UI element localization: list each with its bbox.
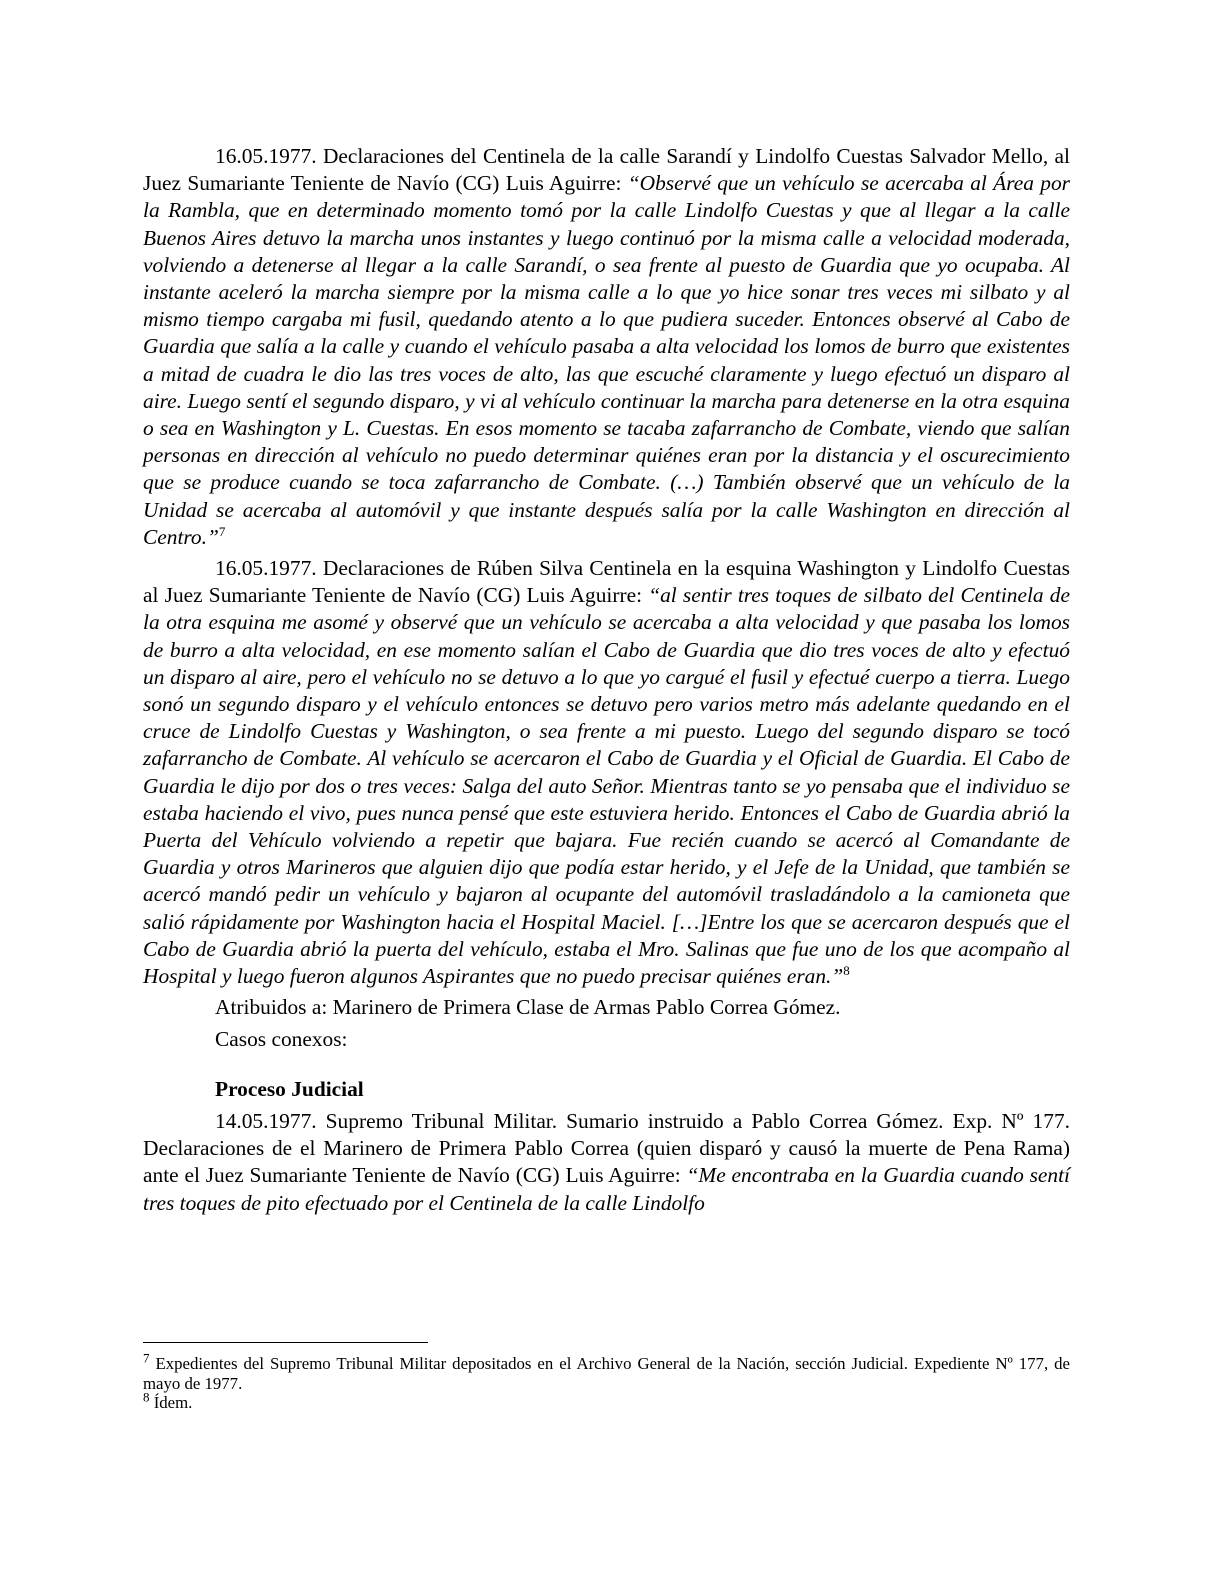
attributed-to: Atribuidos a: Marinero de Primera Clase de Armas Pablo Correa Gómez.: [215, 995, 841, 1020]
footnote-number: 8: [143, 1389, 150, 1405]
footnote-number: 7: [143, 1350, 150, 1366]
footnote-8: [143, 1389, 1070, 1413]
document-body: [143, 143, 1070, 1217]
footnote-ref-8: 8: [843, 962, 850, 978]
paragraph-lead: 14.05.1977. Supremo Tribunal Militar. Sumario instruido a Pablo Correa Gómez. Exp. Nº 177. Declaraciones de el Marinero de Primera Pablo Correa (quien disparó y causó la muerte de Pena Rama) ante el Juez Sumariante Teniente de Navío (CG) Luis Aguirre:: [143, 1108, 1070, 1188]
testimony-quote: “al sentir tres toques de silbato del Centinela de la otra esquina me asomé y observé que un vehículo se acercaba a alta velocidad y que pasaba los lomos de burro a alta velocidad, en ese momento salían el Cabo de Guardia que dio tres voces de alto y efectuó un disparo al aire, pero el vehículo no se detuvo a lo que yo cargué el fusil y efectué cuerpo a tierra. Luego sonó un segundo disparo y el vehículo entonces se detuvo pero varios metro más adelante quedando en el cruce de Lindolfo Cuestas y Washington, o sea frente a mi puesto. Luego del segundo disparo se tocó zafarrancho de Combate. Al vehículo se acercaron el Cabo de Guardia y el Oficial de Guardia. El Cabo de Guardia le dijo por dos o tres veces: Salga del auto Señor. Mientras tanto se yo pensaba que el individuo se estaba haciendo el vivo, pues nunca pensé que este estuviera herido. Entonces el Cabo de Guardia abrió la Puerta del Vehículo volviendo a repetir que bajara. Fue recién cuando se acercó al Comandante de Guardia y otros Marineros que alguien dijo que podía estar herido, y el Jefe de la Unidad, que también se acercó mandó pedir un vehículo y bajaron al ocupante del automóvil trasladándolo a la camioneta que salió rápidamente por Washington hacia el Hospital Maciel. […]Entre los que se acercaron después que el Cabo de Guardia abrió la puerta del vehículo, estaba el Mro. Salinas que fue uno de los que acompaño al Hospital y luego fueron algunos Aspirantes que no puedo precisar quiénes eran.”: [143, 583, 1070, 989]
testimony-quote: “Observé que un vehículo se acercaba al Área por la Rambla, que en determinado momento tomó por la calle Lindolfo Cuestas y que al llegar a la calle Buenos Aires detuvo la marcha unos instantes y luego continuó por la misma calle a velocidad moderada, volviendo a detenerse al llegar a la calle Sarandí, o sea frente al puesto de Guardia que yo ocupaba. Al instante aceleró la marcha siempre por la misma calle a lo que yo hice sonar tres veces mi silbato y al mismo tiempo cargaba mi fusil, quedando atento a lo que pudiera suceder. Entonces observé al Cabo de Guardia que salía a la calle y cuando el vehículo pasaba a alta velocidad los lomos de burro que existentes a mitad de cuadra le dio las tres voces de alto, las que escuché claramente y luego efectuó un disparo al aire. Luego sentí el segundo disparo, y vi al vehículo continuar la marcha para detenerse en la otra esquina o sea en Washington y L. Cuestas. En esos momento se tacaba zafarrancho de Combate, viendo que salían personas en dirección al vehículo no puedo determinar quiénes eran por la distancia y el oscurecimiento que se produce cuando se toca zafarrancho de Combate. (…) También observé que un vehículo de la Unidad se acercaba al automóvil y que instante después salía por la calle Washington en dirección al Centro.”: [143, 171, 1070, 549]
footnote-ref-7: 7: [218, 523, 226, 539]
paragraph-pablo-correa: [143, 1108, 1070, 1217]
footnote-separator: [143, 1342, 428, 1343]
paragraph-salvador-mello: [143, 143, 1070, 551]
paragraph-ruben-silva: [143, 555, 1070, 990]
footnote-7: [143, 1350, 1070, 1393]
footnotes: [143, 1350, 1070, 1413]
testimony-quote: “Me encontraba en la Guardia cuando sentí tres toques de pito efectuado por el Centinela de la calle Lindolfo: [143, 1163, 1071, 1215]
footnote-text: Expedientes del Supremo Tribunal Militar depositados en el Archivo General de la Nación, sección Judicial. Expediente Nº 177, de mayo de 1977.: [143, 1354, 1070, 1393]
paragraph-lead: 16.05.1977. Declaraciones de Rúben Silva Centinela en la esquina Washington y Lindolfo Cuestas al Juez Sumariante Teniente de Navío (CG) Luis Aguirre:: [143, 556, 1070, 608]
paragraph-lead: 16.05.1977. Declaraciones del Centinela de la calle Sarandí y Lindolfo Cuestas Salvador Mello, al Juez Sumariante Teniente de Navío (CG) Luis Aguirre:: [143, 144, 1070, 196]
related-cases: Casos conexos:: [215, 1026, 348, 1051]
footnote-text: Ídem.: [149, 1393, 193, 1412]
section-heading: Proceso Judicial: [215, 1076, 364, 1101]
